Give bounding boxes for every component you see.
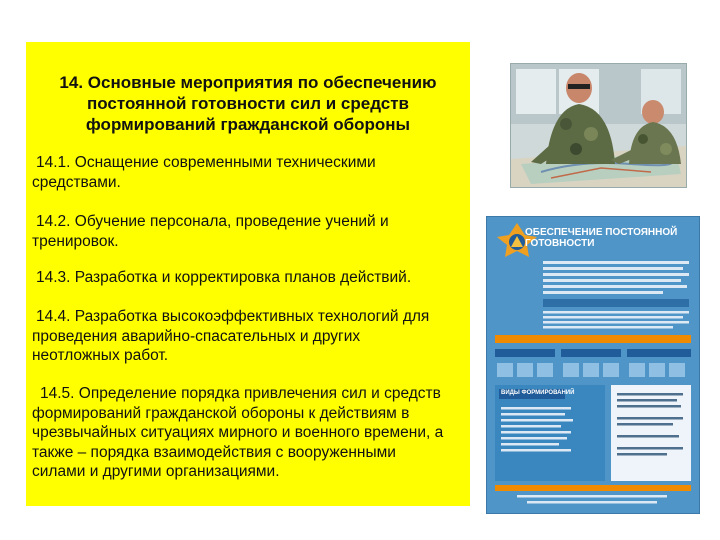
slide-title-line: 14. Основные мероприятия по обеспечению <box>59 73 437 92</box>
list-item-14-4 <box>32 307 460 366</box>
poster-section-heading: ВИДЫ ФОРМИРОВАНИЙ <box>501 390 575 396</box>
list-item-14-3 <box>32 268 460 288</box>
list-item-line: 14.4. Разработка высокоэффективных технологий для <box>36 308 430 325</box>
list-item-line: также – порядка взаимодействия с вооруженными <box>32 443 396 461</box>
slide-title-line: формирований гражданской обороны <box>85 115 411 134</box>
list-item-line: чрезвычайных ситуациях мирного и военного времени, а <box>32 424 444 441</box>
civil-defense-poster <box>486 216 700 514</box>
list-item-line: 14.2. Обучение персонала, проведение учений и <box>36 213 389 230</box>
list-item-line: 14.5. Определение порядка привлечения сил и средств <box>40 385 441 402</box>
poster-title <box>525 227 695 249</box>
list-item-line: формирований гражданской обороны к действиям в <box>32 404 410 422</box>
poster-title-line: ГОТОВНОСТИ <box>525 238 595 249</box>
list-item-14-2 <box>32 212 460 251</box>
list-item-line: неотложных работ. <box>32 347 169 364</box>
slide-title <box>26 72 470 135</box>
list-item-line: тренировок. <box>32 232 119 250</box>
officers-photo <box>510 63 687 188</box>
list-item-line: 14.3. Разработка и корректировка планов действий. <box>36 269 412 286</box>
poster-graphic <box>487 217 699 513</box>
list-item-line: проведения аварийно-спасательных и других <box>32 327 361 345</box>
slide-title-line: постоянной готовности сил и средств <box>87 94 409 113</box>
poster-title-line: ОБЕСПЕЧЕНИЕ ПОСТОЯННОЙ <box>525 227 678 238</box>
list-item-line: средствами. <box>32 173 121 191</box>
list-item-14-5 <box>32 384 460 482</box>
list-item-line: 14.1. Оснащение современными техническими <box>36 154 376 171</box>
list-item-line: силами и другими организациями. <box>32 463 280 480</box>
list-item-14-1 <box>32 153 460 192</box>
people-at-map-table-photo <box>511 64 686 187</box>
